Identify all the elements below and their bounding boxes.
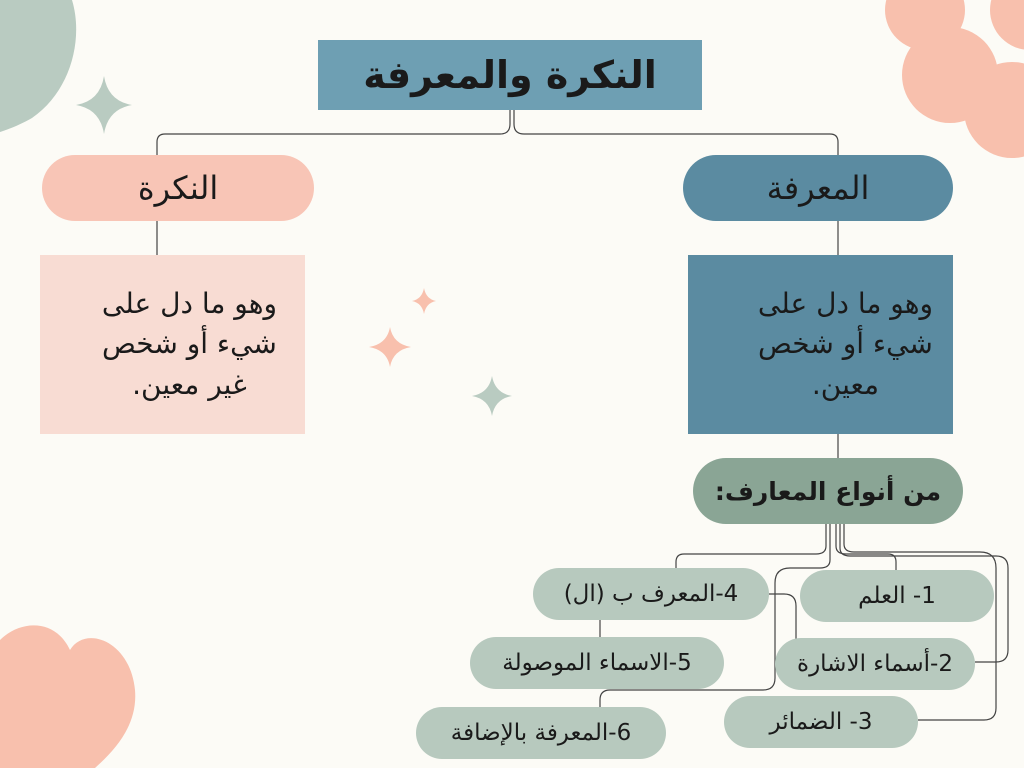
definition-line: وهو ما دل على: [757, 286, 933, 320]
indefinite-definition: [40, 255, 305, 434]
types-connector: [769, 594, 796, 640]
definition-line: غير معين.: [132, 367, 247, 401]
definition-line: شيء أو شخص: [101, 327, 277, 361]
type-item-proper-noun: 1- العلم: [800, 570, 994, 622]
type-item-definite-article: 4-المعرف ب (ال): [533, 568, 769, 620]
page-title: النكرة والمعرفة: [318, 40, 702, 110]
definition-line: معين.: [811, 367, 880, 401]
indefinite-node: النكرة: [42, 155, 314, 221]
definition-line: شيء أو شخص: [757, 327, 933, 361]
title-connector: [514, 110, 838, 155]
definite-definition: [688, 255, 953, 434]
title-connector: [157, 110, 510, 155]
definition-line: وهو ما دل على: [101, 286, 277, 320]
type-item-relative-pronouns: 5-الاسماء الموصولة: [470, 637, 724, 689]
type-item-pronouns: 3- الضمائر: [724, 696, 918, 748]
definite-node: المعرفة: [683, 155, 953, 221]
types-heading: من أنواع المعارف:: [693, 458, 963, 524]
types-connector: [676, 524, 826, 568]
type-item-idafa: 6-المعرفة بالإضافة: [416, 707, 666, 759]
type-item-demonstratives: 2-أسماء الاشارة: [775, 638, 975, 690]
